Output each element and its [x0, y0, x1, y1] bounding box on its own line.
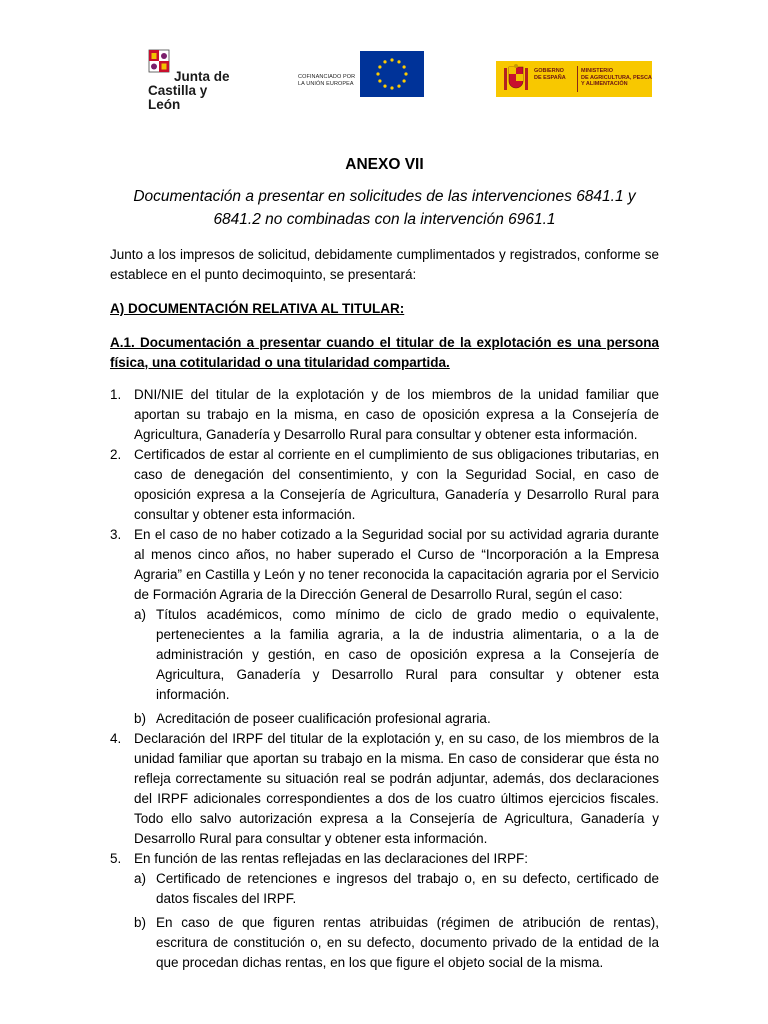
min-line2: DE AGRICULTURA, PESCA — [581, 74, 652, 81]
sub-list-item — [134, 869, 659, 909]
list-item — [110, 849, 659, 973]
min-line1: MINISTERIO — [581, 68, 614, 74]
intro-paragraph: Junto a los impresos de solicitud, debidamente cumplimentados y registrados, conforme se establece en el punto decimoquinto, se presentará: — [110, 247, 659, 282]
eu-text-line1: COFINANCIADO POR — [298, 74, 356, 80]
sub-item-text: Títulos académicos, como mínimo de ciclo de grado medio o equivalente, pertenecientes a la familia agraria, a la de industria alimentaria, o a la de administración y gestión, en caso de oposición expresa a la Consejería de Agricultura, Ganadería y Desarrollo Rural para consultar y obtener esta información. — [156, 607, 659, 702]
sub-item-text: Certificado de retenciones e ingresos del trabajo o, en su defecto, certificado de datos fiscales del IRPF. — [156, 871, 659, 906]
sub-item-text: En caso de que figuren rentas atribuidas (régimen de atribución de rentas), escritura de constitución o, en su defecto, documento privado de la entidad de la que procedan dichas rentas, en los que figure el objeto social de la misma. — [156, 915, 659, 970]
sub-list-item — [134, 709, 659, 729]
document-body — [110, 155, 659, 973]
logo-separator — [577, 66, 578, 92]
list-item — [110, 729, 659, 849]
sub-list-item — [134, 605, 659, 705]
header-logos — [0, 44, 768, 112]
section-a-heading: A) DOCUMENTACIÓN RELATIVA AL TITULAR: — [110, 301, 405, 316]
sub-item-letter: b) — [134, 711, 147, 726]
sub-item-text: Acreditación de poseer cualificación profesional agraria. — [156, 711, 491, 726]
list-item-number: 3. — [110, 527, 122, 542]
sub-item-letter: b) — [134, 915, 147, 930]
sub-item-letter: a) — [134, 607, 147, 622]
jcyl-line1: Junta de — [174, 69, 230, 84]
gob-line1: GOBIERNO — [534, 68, 564, 74]
list-item-number: 4. — [110, 731, 122, 746]
sub-list — [134, 869, 659, 973]
spain-coat-of-arms-icon — [504, 64, 528, 94]
list-item-text: DNI/NIE del titular de la explotación y de los miembros de la unidad familiar que aportan su trabajo en la misma, en caso de oposición expresa a la Consejería de Agricultura, Ganadería y Desarrollo Rural para consultar y obtener esta información. — [134, 387, 659, 442]
list-item-text: En función de las rentas reflejadas en las declaraciones del IRPF: — [134, 851, 528, 866]
list-item-text: En el caso de no haber cotizado a la Seguridad social por su actividad agraria durante al menos cinco años, no haber superado el Curso de “Incorporación a la Empresa Agraria” en Castilla y León y no tener reconocida la capacitación agraria por el Servicio de Formación Agraria de la Dirección General de Desarrollo Rural, según el caso: — [134, 527, 659, 602]
list-item-number: 1. — [110, 387, 122, 402]
junta-castilla-leon-logo — [148, 48, 234, 112]
document-title: Documentación a presentar en solicitudes de las intervenciones 6841.1 y 6841.2 no combinadas con la intervención 6961.1 — [133, 188, 636, 228]
gobierno-espana-ministerio-logo — [496, 61, 652, 97]
gob-line2: DE ESPAÑA — [534, 74, 566, 81]
list-item-text: Certificados de estar al corriente en el cumplimiento de sus obligaciones tributarias, en caso de denegación del consentimiento, y con la Seguridad Social, en caso de oposición expresa a la Consejería de Agricultura, Ganadería y Desarrollo Rural para consultar y obtener esta información. — [134, 447, 659, 522]
annex-title: ANEXO VII — [345, 156, 424, 173]
list-item-number: 5. — [110, 851, 122, 866]
list-item — [110, 525, 659, 729]
subsection-a1-heading: A.1. Documentación a presentar cuando el titular de la explotación es una persona física, una cotitularidad o una titularidad compartida. — [110, 335, 659, 370]
list-item — [110, 385, 659, 445]
sub-list-item — [134, 913, 659, 973]
list-item-text: Declaración del IRPF del titular de la explotación y, en su caso, de los miembros de la unidad familiar que aportan su trabajo en la misma. En caso de considerar que ésta no refleja correctamente su situación real se podrán adjuntar, además, dos declaraciones del IRPF adicionales correspondientes a dos de los cuatro últimos ejercicios fiscales. Todo ello salvo autorización expresa a la Consejería de Agricultura, Ganadería y Desarrollo Rural para consultar y obtener esta información. — [134, 731, 659, 846]
min-line3: Y ALIMENTACIÓN — [581, 81, 628, 87]
eu-text-line2: LA UNIÓN EUROPEA — [298, 81, 354, 87]
jcyl-line2: Castilla y León — [148, 83, 208, 112]
list-item — [110, 445, 659, 525]
documentation-list — [110, 385, 659, 973]
list-item-number: 2. — [110, 447, 122, 462]
eu-cofinancing-logo — [298, 48, 426, 98]
sub-item-letter: a) — [134, 871, 147, 886]
sub-list — [134, 605, 659, 729]
eu-flag-icon — [360, 51, 424, 97]
